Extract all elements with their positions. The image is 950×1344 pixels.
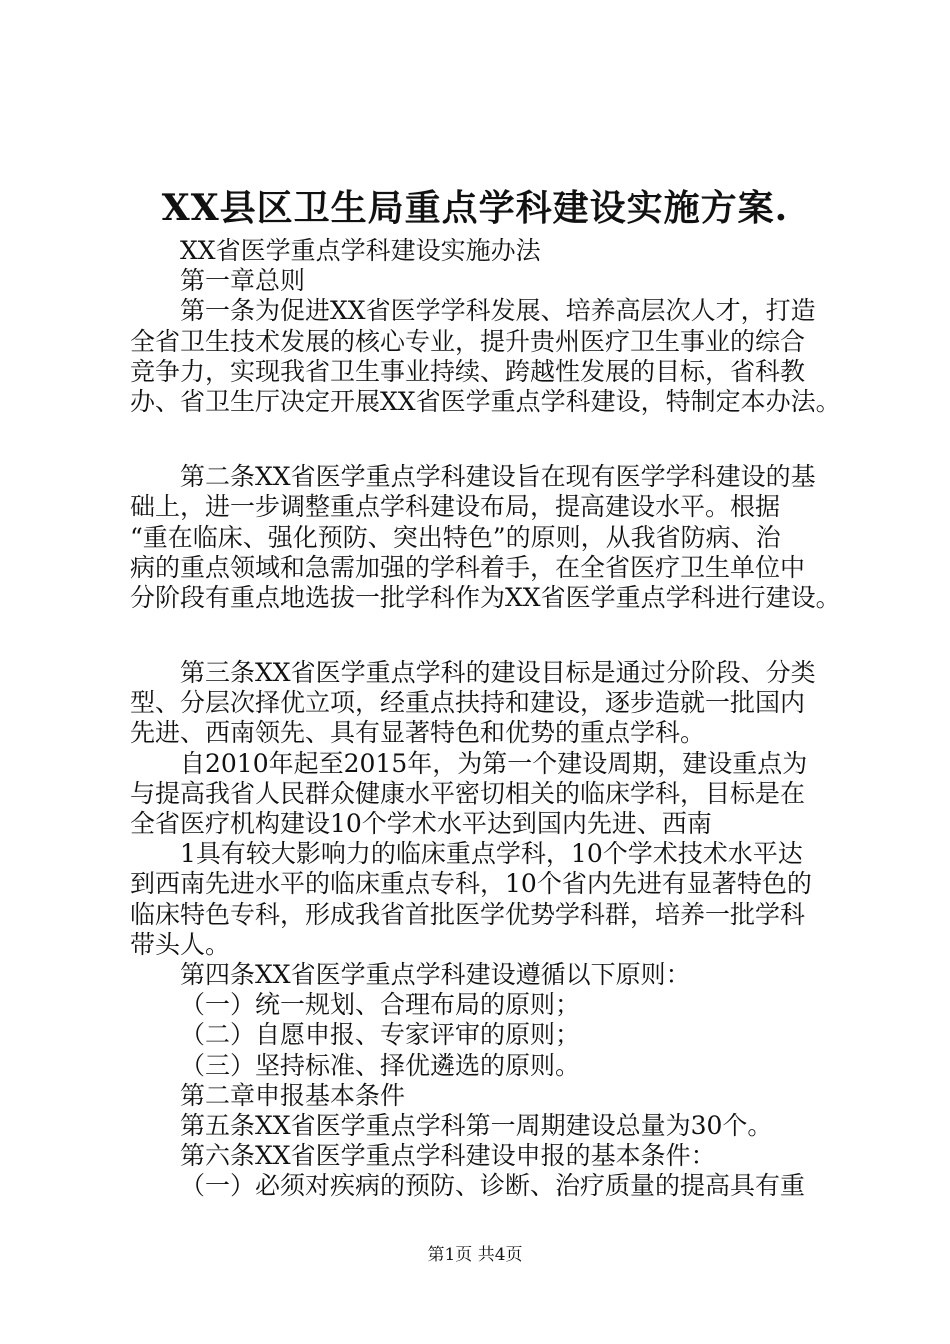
paragraph-line: 先进、西南领先、具有显著特色和优势的重点学科。 xyxy=(130,718,706,748)
paragraph-line: 带头人。 xyxy=(130,929,231,959)
paragraph-line: 第一条为促进XX省医学学科发展、培养高层次人才，打造 xyxy=(180,296,816,326)
paragraph-line: 办、省卫生厅决定开展XX省医学重点学科建设，特制定本办法。 xyxy=(130,386,841,416)
paragraph-line: 第二条XX省医学重点学科建设旨在现有医学学科建设的基 xyxy=(180,462,816,492)
page-footer: 第1页 共4页 xyxy=(427,1245,523,1265)
document-title: XX县区卫生局重点学科建设实施方案. xyxy=(161,187,789,229)
chapter-heading: 第二章申报基本条件 xyxy=(180,1080,406,1110)
list-item: （一）必须对疾病的预防、诊断、治疗质量的提高具有重 xyxy=(180,1171,806,1201)
paragraph-line: 础上，进一步调整重点学科建设布局，提高建设水平。根据 xyxy=(130,492,781,522)
paragraph-line: 临床特色专科，形成我省首批医学优势学科群，培养一批学科 xyxy=(130,899,806,929)
paragraph-line: 型、分层次择优立项，经重点扶持和建设，逐步造就一批国内 xyxy=(130,688,806,718)
paragraph-line: 全省卫生技术发展的核心专业，提升贵州医疗卫生事业的综合 xyxy=(130,326,806,356)
paragraph-line: 第五条XX省医学重点学科第一周期建设总量为30个。 xyxy=(180,1110,773,1140)
paragraph-line: 病的重点领域和急需加强的学科着手，在全省医疗卫生单位中 xyxy=(130,552,806,582)
paragraph-line: 全省医疗机构建设10个学术水平达到国内先进、西南 xyxy=(130,809,712,838)
paragraph-line: 竞争力，实现我省卫生事业持续、跨越性发展的目标，省科教 xyxy=(130,356,806,386)
chapter-heading: 第一章总则 xyxy=(180,266,306,296)
paragraph-line: 第三条XX省医学重点学科的建设目标是通过分阶段、分类 xyxy=(180,658,816,688)
paragraph-gap xyxy=(130,613,842,658)
paragraph-line: 与提高我省人民群众健康水平密切相关的临床学科，目标是在 xyxy=(130,778,806,808)
document-body xyxy=(130,236,842,1201)
paragraph-line: 1具有较大影响力的临床重点学科，10个学术技术水平达 xyxy=(180,839,803,869)
paragraph-line: “重在临床、强化预防、突出特色”的原则，从我省防病、治 xyxy=(130,522,781,552)
paragraph-line: 第四条XX省医学重点学科建设遵循以下原则： xyxy=(180,959,691,989)
paragraph-line: 自2010年起至2015年，为第一个建设周期，建设重点为 xyxy=(180,748,808,778)
list-item: （二）自愿申报、专家评审的原则； xyxy=(180,1020,581,1050)
subtitle-line: XX省医学重点学科建设实施办法 xyxy=(180,236,541,265)
list-item: （一）统一规划、合理布局的原则； xyxy=(180,990,581,1020)
paragraph-line: 分阶段有重点地选拔一批学科作为XX省医学重点学科进行建设。 xyxy=(130,582,841,612)
paragraph-gap xyxy=(130,417,842,462)
list-item: （三）坚持标准、择优遴选的原则。 xyxy=(180,1050,581,1080)
paragraph-line: 第六条XX省医学重点学科建设申报的基本条件： xyxy=(180,1141,716,1171)
paragraph-line: 到西南先进水平的临床重点专科，10个省内先进有显著特色的 xyxy=(130,869,812,899)
